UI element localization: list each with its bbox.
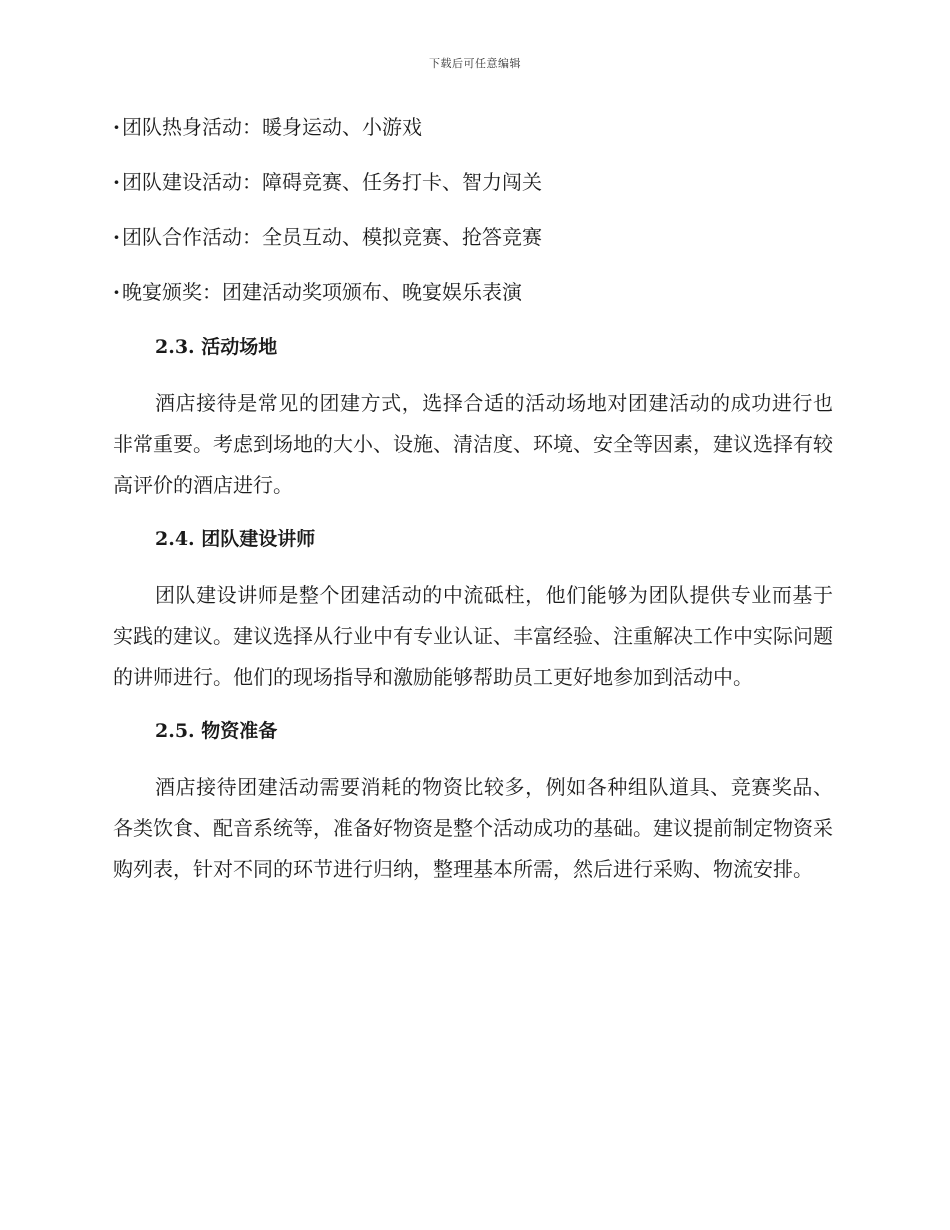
bullet-item-building (113, 163, 833, 202)
bullet-text: 团队热身活动：暖身运动、小游戏 (122, 115, 422, 139)
bullet-dot: · (113, 115, 120, 139)
section-heading-supplies: 2.5. 物资准备 (155, 720, 278, 742)
bullet-item-warmup (113, 108, 833, 147)
section-heading-venue: 2.3. 活动场地 (155, 336, 278, 358)
bullet-item-cooperation (113, 218, 833, 257)
bullet-text: 团队建设活动：障碍竞赛、任务打卡、智力闯关 (122, 170, 542, 194)
document-body (113, 108, 833, 904)
page-header: 下载后可任意编辑 (429, 57, 521, 70)
bullet-dot: · (113, 280, 120, 304)
bullet-text: 晚宴颁奖：团建活动奖项颁布、晚宴娱乐表演 (122, 280, 522, 304)
bullet-dot: · (113, 170, 120, 194)
section-body-venue: 酒店接待是常见的团建方式，选择合适的活动场地对团建活动的成功进行也非常重要。考虑到场地的大小、设施、清洁度、环境、安全等因素，建议选择有较高评价的酒店进行。 (113, 391, 833, 497)
bullet-item-banquet (113, 273, 833, 312)
section-body-instructor: 团队建设讲师是整个团建活动的中流砥柱，他们能够为团队提供专业而基于实践的建议。建议选择从行业中有专业认证、丰富经验、注重解决工作中实际问题的讲师进行。他们的现场指导和激励能够帮助员工更好地参加到活动中。 (113, 583, 833, 689)
section-body-supplies: 酒店接待团建活动需要消耗的物资比较多，例如各种组队道具、竞赛奖品、各类饮食、配音系统等，准备好物资是整个活动成功的基础。建议提前制定物资采购列表，针对不同的环节进行归纳，整理基本所需，然后进行采购、物流安排。 (113, 775, 833, 881)
section-heading-instructor: 2.4. 团队建设讲师 (155, 528, 316, 550)
bullet-dot: · (113, 225, 120, 249)
bullet-text: 团队合作活动：全员互动、模拟竞赛、抢答竞赛 (122, 225, 542, 249)
